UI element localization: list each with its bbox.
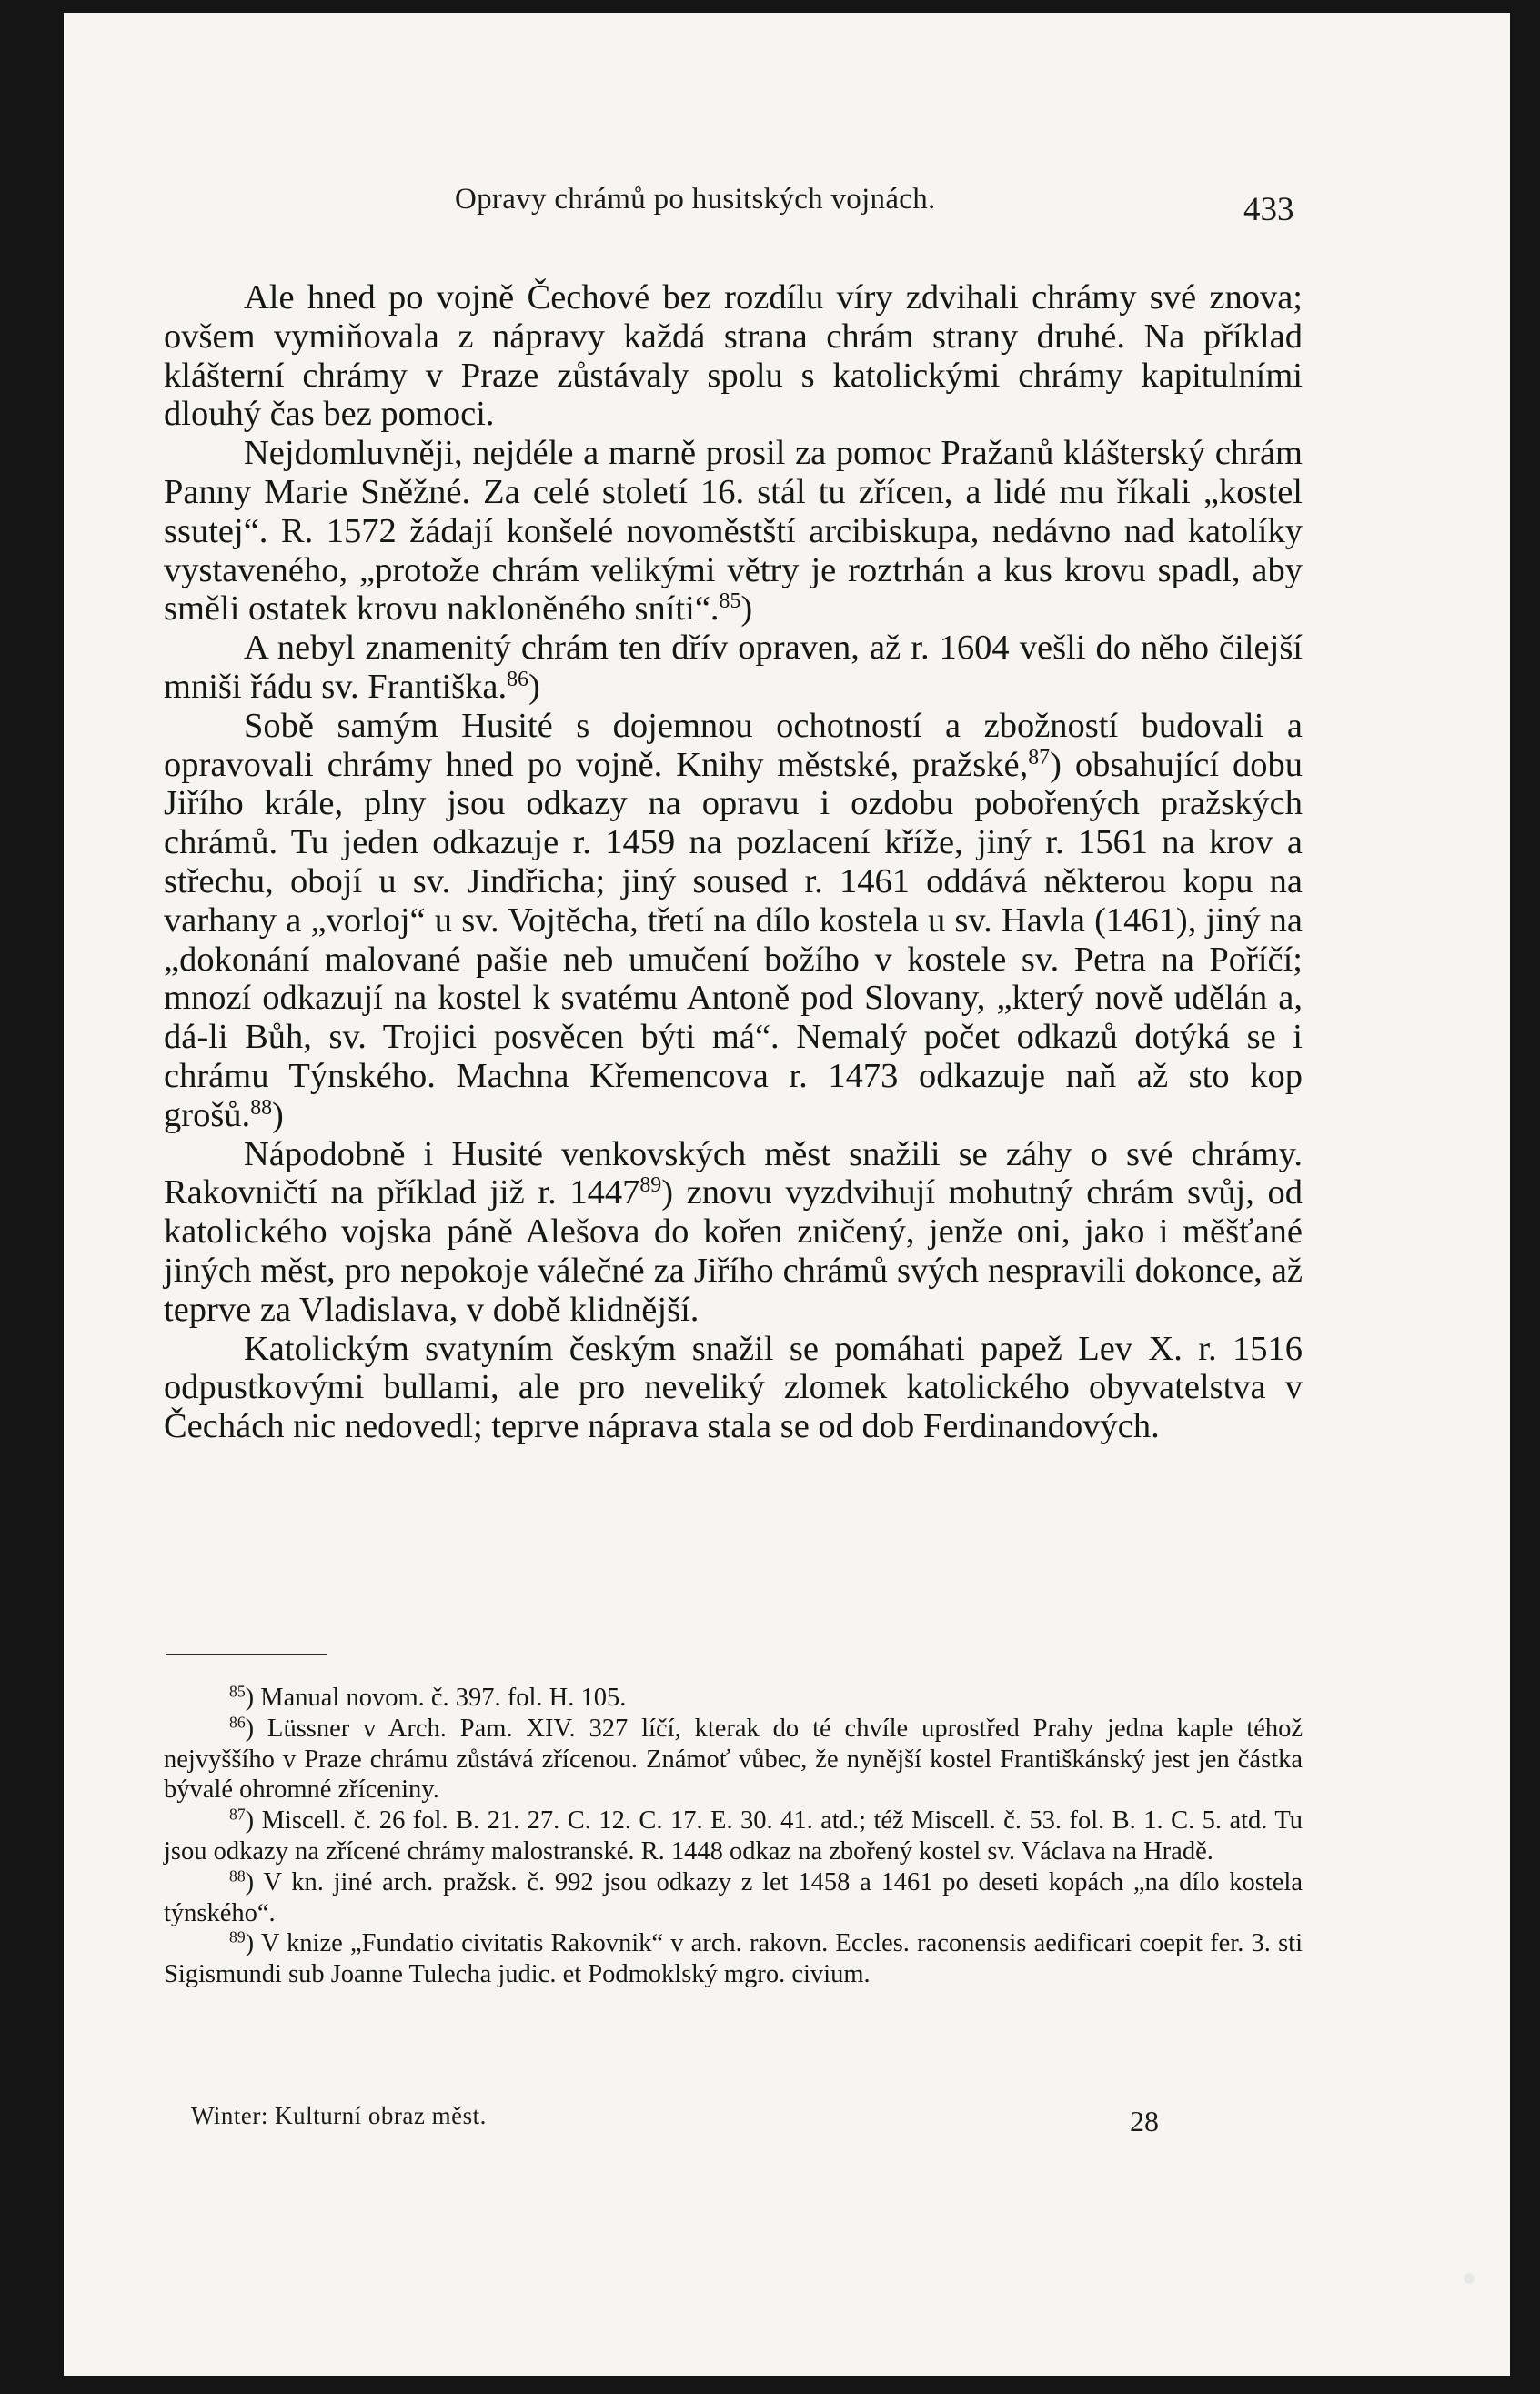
footnote-text: ) Lüssner v Arch. Pam. XIV. 327 líčí, kterak do té chvíle uprostřed Prahy jedna kaple téhož nejvyššího v Praze chrámu zůstává zřícenou. Známoť vůbec, že nynější kostel Františkánský jest jen částka bývalé ohromné zříceniny. bbox=[164, 1714, 1303, 1805]
footnote-reference: 88 bbox=[250, 1095, 273, 1120]
paragraph-text-tail: ) znovu vyzdvihují mohutný chrám svůj, od katolického vojska páně Alešova do kořen zničený, jenže oni, jako i měšťané jiných měst, pro nepokoje válečné za Jiřího chrámů svých nespravili dokonce, až teprve za Vladislava, v době klidnější. bbox=[164, 1173, 1303, 1329]
footnote-mark: 87 bbox=[229, 1805, 246, 1824]
book-page bbox=[64, 13, 1510, 2376]
footnote-reference: 86 bbox=[507, 667, 528, 691]
main-text bbox=[164, 278, 1303, 1446]
footnote-reference: 89 bbox=[639, 1173, 662, 1198]
paragraph-text-tail: ) obsahující dobu Jiřího krále, plny jsou odkazy na opravu i ozdobu pobořených pražských chrámů. Tu jeden odkazuje r. 1459 na pozlacení kříže, jiný r. 1561 na krov a střechu, obojí u sv. Jindřicha; jiný soused r. 1461 oddává některou kopu na varhany a „vorloj“ u sv. Vojtěcha, třetí na dílo kostela u sv. Havla (1461), jiný na „dokonání malované pašie neb umučení božího v kostele sv. Petra na Poříčí; mnozí odkazují na kostel k svatému Antoně pod Slovany, „který nově udělán a, dá-li Bůh, sv. Trojici posvěcen býti má“. Nemalý počet odkazů dotýká se i chrámu Týnského. Machna Křemencova r. 1473 odkazuje naň až sto kop grošů. bbox=[164, 745, 1303, 1134]
footnote bbox=[164, 1714, 1303, 1806]
paragraph-text: Katolickým svatyním českým snažil se pomáhati papež Lev X. r. 1516 odpustkovými bullami, ale pro neveliký zlomek katolického obyvatelstva v Čechách nic nedovedl; teprve náprava stala se od dob Ferdinandových. bbox=[164, 1329, 1303, 1446]
footnote-mark: 88 bbox=[229, 1866, 246, 1886]
paragraph bbox=[164, 1330, 1303, 1446]
paragraph-text: Sobě samým Husité s dojemnou ochotností a zbožností budovali a opravovali chrámy hned po vojně. Knihy městské, pražské, bbox=[164, 706, 1303, 784]
footnote-divider bbox=[166, 1654, 327, 1655]
footnote-mark: 85 bbox=[229, 1682, 246, 1701]
footnote-mark: 89 bbox=[229, 1927, 246, 1946]
footnote-reference: 85 bbox=[719, 589, 741, 614]
footnote bbox=[164, 1867, 1303, 1929]
paragraph bbox=[164, 629, 1303, 707]
paragraph bbox=[164, 434, 1303, 629]
paragraph-text-tail: ) bbox=[528, 667, 540, 706]
footnote-mark: 86 bbox=[229, 1713, 246, 1732]
footnote-reference: 87 bbox=[1028, 745, 1051, 770]
page-number: 433 bbox=[1243, 191, 1294, 228]
paragraph-text: Nápodobně i Husité venkovských měst snažili se záhy o své chrámy. Rakovničtí na příklad již r. 1447 bbox=[164, 1134, 1303, 1212]
paragraph-text: A nebyl znamenitý chrám ten dřív opraven, až r. 1604 vešli do něho čilejší mniši řádu sv. Františka. bbox=[164, 629, 1303, 706]
footnote-text: ) V knize „Fundatio civitatis Rakovnik“ v arch. rakovn. Eccles. raconensis aedificari coepit fer. 3. sti Sigismundi sub Joanne Tulecha judic. et Podmoklský mgro. civium. bbox=[164, 1929, 1303, 1989]
paragraph bbox=[164, 707, 1303, 1135]
paragraph bbox=[164, 1135, 1303, 1330]
running-title: Opravy chrámů po husitských vojnách. bbox=[455, 183, 936, 216]
paragraph-text-tail: ) bbox=[740, 589, 753, 629]
paragraph-text: Nejdomluvněji, nejdéle a marně prosil za pomoc Pražanů klášterský chrám Panny Marie Sněžné. Za celé století 16. stál tu zřícen, a lidé mu říkali „kostel ssutej“. R. 1572 žádají konšelé novoměstští arcibiskupa, nedávno nad katolíky vystaveného, „protože chrám velikými větry je roztrhán a kus krovu spadl, aby směli ostatek krovu nakloněného sníti“. bbox=[164, 434, 1303, 629]
footnote bbox=[164, 1683, 1303, 1714]
footnote-text: ) V kn. jiné arch. pražsk. č. 992 jsou odkazy z let 1458 a 1461 po deseti kopách „na dílo kostela týnského“. bbox=[164, 1867, 1303, 1927]
page-header bbox=[64, 13, 1510, 231]
footnote bbox=[164, 1806, 1303, 1867]
scan-speck bbox=[1464, 2273, 1475, 2284]
paragraph-text-tail: ) bbox=[272, 1095, 284, 1134]
sheet-number: 28 bbox=[1130, 2105, 1159, 2138]
footnote-text: ) Manual novom. č. 397. fol. H. 105. bbox=[245, 1684, 627, 1712]
footnotes bbox=[164, 1683, 1303, 1990]
paragraph bbox=[164, 278, 1303, 434]
footnote-text: ) Miscell. č. 26 fol. B. 21. 27. C. 12. C. 17. E. 30. 41. atd.; též Miscell. č. 53. fol. B. 1. C. 5. atd. Tu jsou odkazy na zřícené chrámy malostranské. R. 1448 odkaz na zbořený kostel sv. Václava na Hradě. bbox=[164, 1806, 1303, 1866]
printer-signature: Winter: Kulturní obraz měst. bbox=[191, 2102, 487, 2129]
footnote bbox=[164, 1928, 1303, 1990]
paragraph-text: Ale hned po vojně Čechové bez rozdílu víry zdvihali chrámy své znova; ovšem vymiňovala z nápravy každá strana chrám strany druhé. Na příklad klášterní chrámy v Praze zůstávaly spolu s katolickými chrámy kapitulními dlouhý čas bez pomoci. bbox=[164, 278, 1303, 434]
